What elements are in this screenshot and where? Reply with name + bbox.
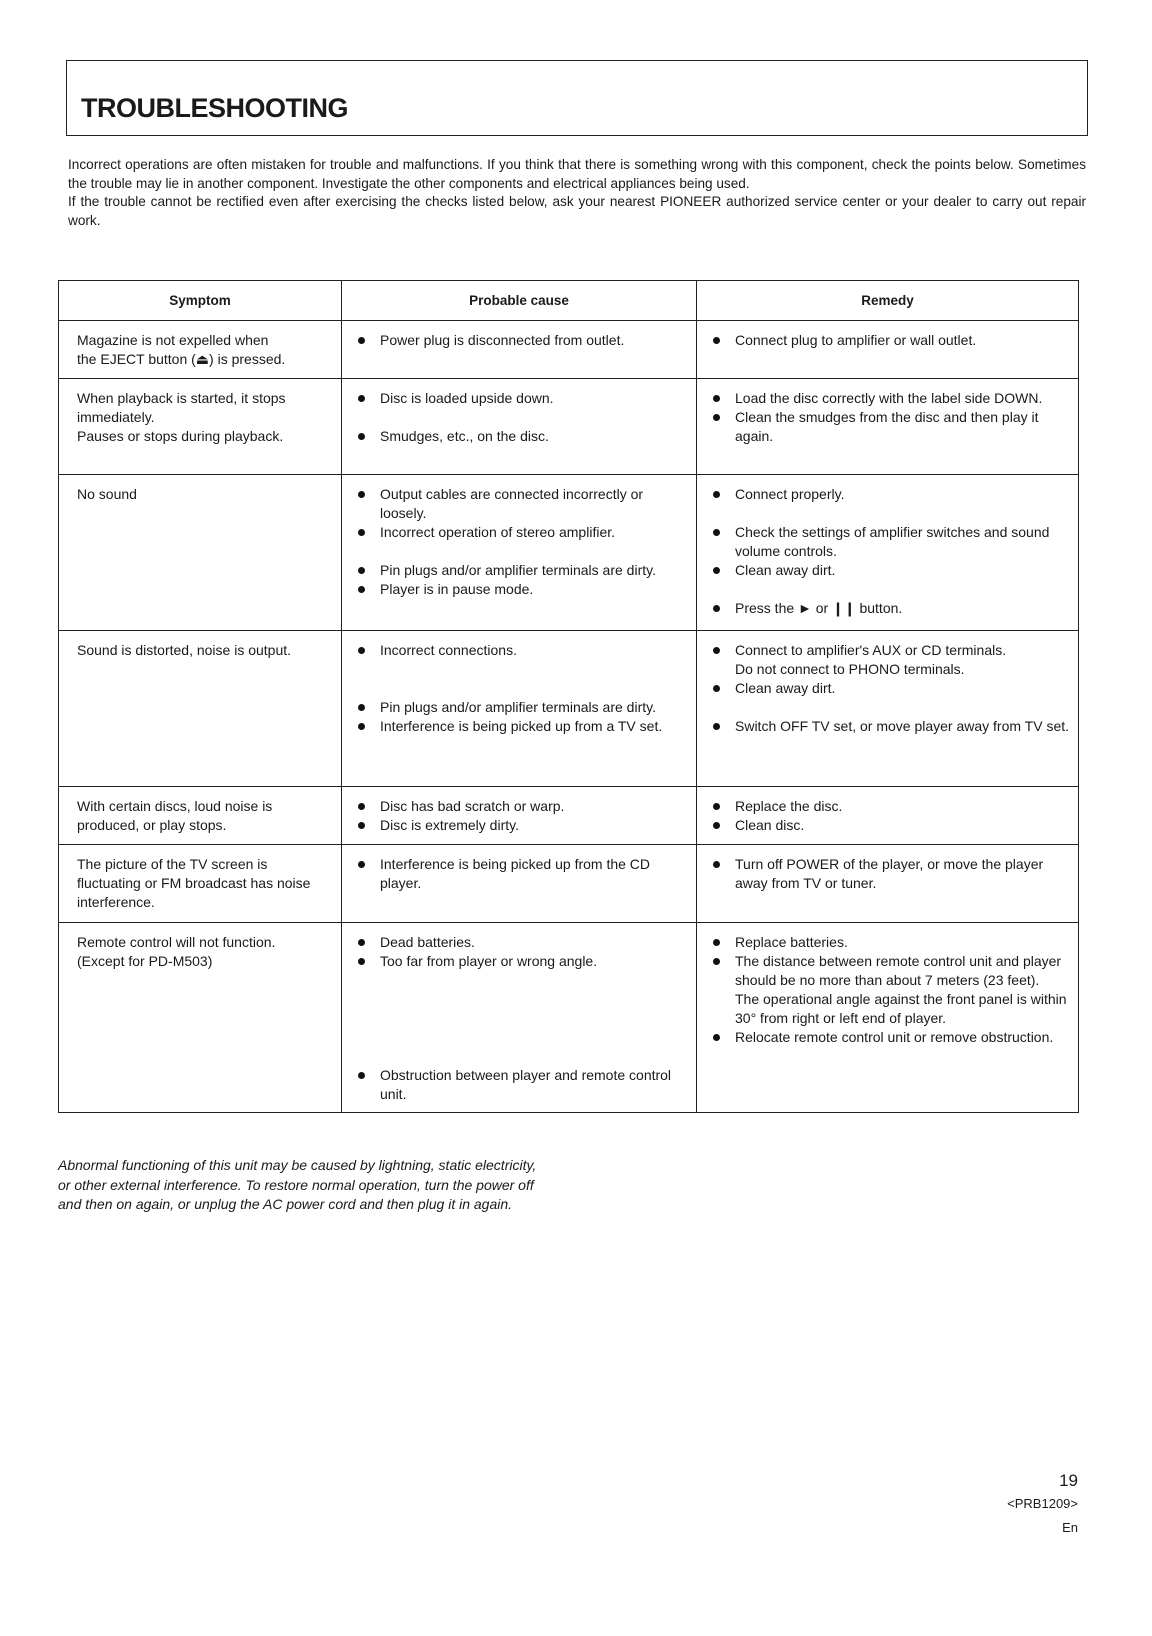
- remedy-line: The operational angle against the front panel is within 30° from right or left end of player.: [735, 991, 1067, 1026]
- remedy-line: The distance between remote control unit and player should be no more than about 7 meters (23 feet).: [735, 953, 1062, 988]
- remedy-cell: [697, 631, 1079, 787]
- symptom-cell: [59, 321, 342, 379]
- remedy-item: Switch OFF TV set, or move player away from TV set.: [711, 717, 1072, 736]
- symptom-cell: [59, 787, 342, 845]
- troubleshooting-table: [58, 280, 1079, 1113]
- remedy-cell: [697, 321, 1079, 379]
- cause-item: Output cables are connected incorrectly or loosely.: [356, 485, 690, 523]
- symptom-cell: [59, 845, 342, 923]
- remedy-line: Do not connect to PHONO terminals.: [735, 661, 965, 677]
- cause-cell: [342, 321, 697, 379]
- symptom-line: Magazine is not expelled when: [77, 332, 269, 348]
- symptom-line: When playback is started, it stops immediately.: [77, 390, 286, 425]
- cause-cell: [342, 475, 697, 631]
- cause-item: Incorrect operation of stereo amplifier.: [356, 523, 690, 542]
- remedy-cell: [697, 845, 1079, 923]
- table-row: [59, 379, 1079, 475]
- language-code: En: [1062, 1520, 1078, 1535]
- table-header-row: [59, 281, 1079, 321]
- cause-item: Player is in pause mode.: [356, 580, 690, 599]
- cause-item: Interference is being picked up from a TV set.: [356, 717, 690, 736]
- cause-cell: [342, 787, 697, 845]
- title-box: [66, 60, 1088, 136]
- table-row: [59, 787, 1079, 845]
- header-symptom: Symptom: [59, 281, 342, 321]
- cause-item: Incorrect connections.: [356, 641, 690, 660]
- table-row: [59, 321, 1079, 379]
- remedy-item: Clean away dirt.: [711, 679, 1072, 698]
- remedy-item: [711, 952, 1072, 1028]
- table-row: [59, 845, 1079, 923]
- remedy-cell: [697, 787, 1079, 845]
- remedy-item: Clean away dirt.: [711, 561, 1072, 580]
- symptom-cell: [59, 475, 342, 631]
- document-code: <PRB1209>: [1007, 1496, 1078, 1511]
- header-remedy: Remedy: [697, 281, 1079, 321]
- intro-paragraph-1: Incorrect operations are often mistaken for trouble and malfunctions. If you think that there is something wrong with this component, check the points below. Sometimes the trouble may lie in another component. Investigate the other components and electrical appliances being used.: [68, 157, 1086, 191]
- symptom-line: Pauses or stops during playback.: [77, 428, 284, 444]
- remedy-text: Press the ► or ❙❙ button.: [735, 600, 903, 616]
- remedy-item: Clean disc.: [711, 816, 1072, 835]
- remedy-item: Relocate remote control unit or remove obstruction.: [711, 1028, 1072, 1047]
- remedy-cell: [697, 475, 1079, 631]
- remedy-cell: [697, 923, 1079, 1113]
- cause-item: Pin plugs and/or amplifier terminals are dirty.: [356, 561, 690, 580]
- symptom-line: (Except for PD-M503): [77, 953, 213, 969]
- abnormal-function-note: Abnormal functioning of this unit may be caused by lightning, static electricity, or other external interference. To restore normal operation, turn the power off and then on again, or unplug the AC power cord and then plug it in again.: [58, 1157, 537, 1212]
- remedy-item: [711, 599, 1072, 618]
- remedy-item: Check the settings of amplifier switches and sound volume controls.: [711, 523, 1072, 561]
- remedy-item: Load the disc correctly with the label side DOWN.: [711, 389, 1072, 408]
- symptom-line: No sound: [77, 486, 137, 502]
- cause-cell: [342, 845, 697, 923]
- cause-cell: [342, 379, 697, 475]
- page-number: 19: [1059, 1471, 1078, 1490]
- table-row: [59, 631, 1079, 787]
- symptom-cell: [59, 379, 342, 475]
- symptom-cell: [59, 923, 342, 1113]
- cause-item: Too far from player or wrong angle.: [356, 952, 690, 971]
- remedy-item: Connect properly.: [711, 485, 1072, 504]
- table-row: [59, 923, 1079, 1113]
- cause-item: Obstruction between player and remote control unit.: [356, 1066, 690, 1104]
- remedy-item: Replace batteries.: [711, 933, 1072, 952]
- intro-paragraph-2: If the trouble cannot be rectified even after exercising the checks listed below, ask your nearest PIONEER authorized service center or your dealer to carry out repair work.: [68, 194, 1086, 228]
- cause-item: Interference is being picked up from the CD player.: [356, 855, 690, 893]
- symptom-line: Remote control will not function.: [77, 934, 276, 950]
- table-row: [59, 475, 1079, 631]
- symptom-line: With certain discs, loud noise is produced, or play stops.: [77, 798, 273, 833]
- symptom-cell: [59, 631, 342, 787]
- remedy-item: Clean the smudges from the disc and then play it again.: [711, 408, 1072, 446]
- header-probable-cause: Probable cause: [342, 281, 697, 321]
- cause-item: Disc is loaded upside down.: [356, 389, 690, 408]
- symptom-line: The picture of the TV screen is fluctuating or FM broadcast has noise interference.: [77, 856, 311, 910]
- cause-item: Pin plugs and/or amplifier terminals are dirty.: [356, 698, 690, 717]
- symptom-line: the EJECT button (⏏) is pressed.: [77, 351, 286, 367]
- remedy-item: Turn off POWER of the player, or move the player away from TV or tuner.: [711, 855, 1072, 893]
- remedy-item: Replace the disc.: [711, 797, 1072, 816]
- remedy-item: Connect plug to amplifier or wall outlet.: [711, 331, 1072, 350]
- cause-item: Dead batteries.: [356, 933, 690, 952]
- cause-item: Disc is extremely dirty.: [356, 816, 690, 835]
- cause-cell: [342, 923, 697, 1113]
- cause-item: Power plug is disconnected from outlet.: [356, 331, 690, 350]
- page-title: TROUBLESHOOTING: [81, 93, 348, 123]
- remedy-line: Connect to amplifier's AUX or CD terminals.: [735, 642, 1007, 658]
- cause-item: Smudges, etc., on the disc.: [356, 427, 690, 446]
- cause-item: Disc has bad scratch or warp.: [356, 797, 690, 816]
- symptom-line: Sound is distorted, noise is output.: [77, 642, 292, 658]
- remedy-cell: [697, 379, 1079, 475]
- cause-cell: [342, 631, 697, 787]
- intro-text: [68, 156, 1086, 230]
- remedy-item: [711, 641, 1072, 679]
